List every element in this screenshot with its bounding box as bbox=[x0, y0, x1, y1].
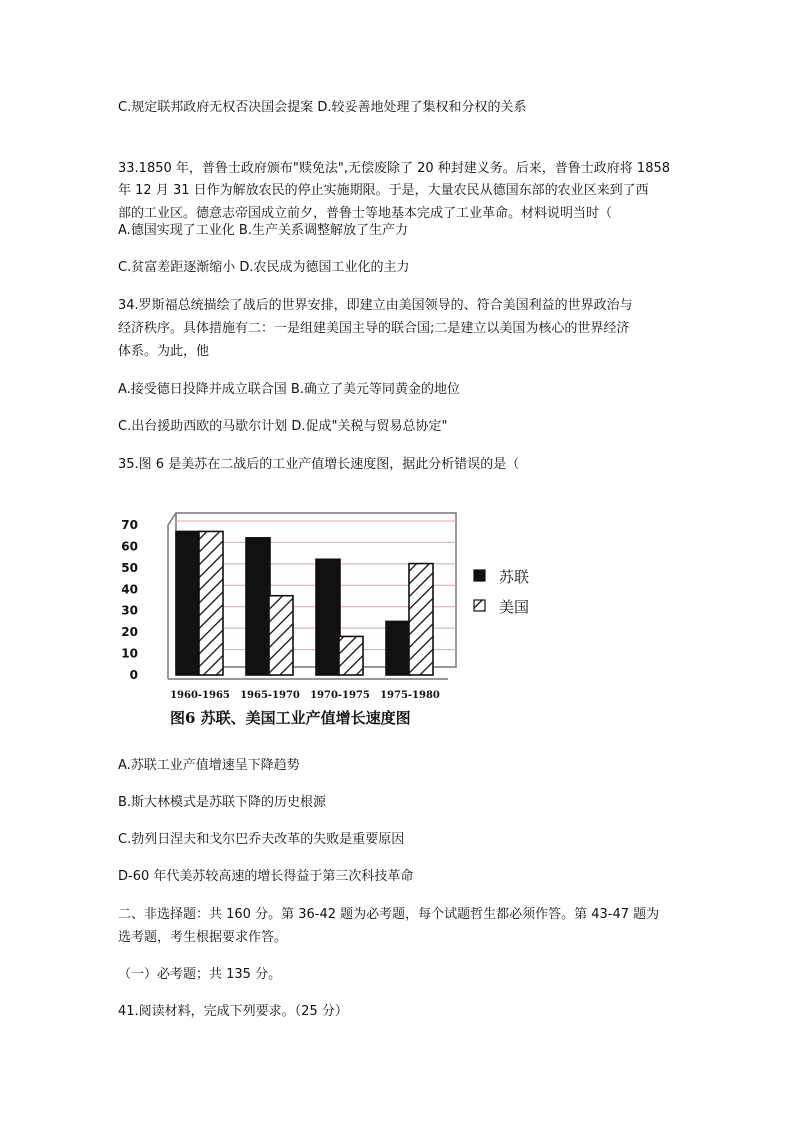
legend-swatch-usa bbox=[474, 600, 485, 611]
y-tick-label: 10 bbox=[121, 646, 138, 661]
chart-title: 图6 苏联、美国工业产值增长速度图 bbox=[170, 709, 411, 727]
y-tick-label: 20 bbox=[121, 625, 138, 640]
required-questions-header: （一）必考题；共 135 分。 bbox=[118, 967, 282, 982]
bar-ussr-1960-1965 bbox=[176, 531, 200, 675]
bar-usa-1975-1980 bbox=[409, 564, 433, 675]
q35-option-a: A.苏联工业产值增速呈下降趋势 bbox=[118, 758, 300, 773]
q41-stem: 41.阅读材料，完成下列要求。（25 分） bbox=[118, 1004, 348, 1019]
bar-usa-1970-1975 bbox=[339, 636, 363, 675]
bar-usa-1965-1970 bbox=[269, 596, 293, 675]
bar-usa-1960-1965 bbox=[199, 531, 223, 675]
x-tick-label: 1970-1975 bbox=[310, 690, 370, 701]
x-tick-label: 1965-1970 bbox=[240, 690, 300, 701]
q33-options-cd: C.贫富差距逐渐缩小 D.农民成为德国工业化的主力 bbox=[118, 260, 410, 275]
legend-label-usa: 美国 bbox=[499, 598, 530, 616]
q32-options-cd: C.规定联邦政府无权否决国会提案 D.较妥善地处理了集权和分权的关系 bbox=[118, 100, 527, 115]
x-tick-label: 1975-1980 bbox=[380, 690, 440, 701]
chart-frame-edge bbox=[168, 513, 176, 525]
y-tick-label: 40 bbox=[121, 582, 138, 597]
legend-swatch-ussr bbox=[474, 570, 485, 581]
y-tick-label: 0 bbox=[129, 668, 138, 682]
q34-options-cd: C.出台援助西欧的马歇尔计划 D.促成"关税与贸易总协定" bbox=[118, 419, 448, 434]
q34-stem-line-2: 经济秩序。具体措施有二：一是组建美国主导的联合国;二是建立以美国为核心的世界经济 bbox=[118, 321, 630, 336]
q34-stem-line-1: 34.罗斯福总统描绘了战后的世界安排，即建立由美国领导的、符合美国利益的世界政治与 bbox=[118, 298, 633, 313]
q34-stem-line-3: 体系。为此，他 bbox=[118, 344, 210, 359]
q33-stem-line-2: 年 12 月 31 日作为解放农民的停止实施期限。于是，大量农民从德国东部的农业区来到了西 bbox=[118, 183, 649, 198]
industrial-growth-chart bbox=[118, 505, 558, 745]
y-tick-label: 60 bbox=[121, 539, 138, 554]
section-2-heading-line-2: 选考题，考生根据要求作答。 bbox=[118, 930, 288, 945]
bar-ussr-1965-1970 bbox=[246, 538, 270, 675]
y-tick-label: 30 bbox=[121, 603, 138, 618]
q35-option-b: B.斯大林模式是苏联下降的历史根源 bbox=[118, 795, 327, 810]
chart-canvas bbox=[118, 505, 558, 745]
y-tick-label: 70 bbox=[121, 518, 138, 532]
q33-options-ab: A.德国实现了工业化 B.生产关系调整解放了生产力 bbox=[118, 223, 408, 238]
q33-stem-line-1: 33.1850 年，普鲁士政府颁布"赎免法",无偿废除了 20 种封建义务。后来，普鲁士政府将 1858 bbox=[118, 161, 671, 176]
legend-label-ussr: 苏联 bbox=[499, 568, 530, 586]
q35-option-d: D-60 年代美苏较高速的增长得益于第三次科技革命 bbox=[118, 869, 414, 884]
y-tick-label: 50 bbox=[121, 560, 138, 575]
q34-options-ab: A.接受德日投降并成立联合国 B.确立了美元等同黄金的地位 bbox=[118, 382, 460, 397]
bar-ussr-1975-1980 bbox=[386, 621, 410, 675]
bar-ussr-1970-1975 bbox=[316, 559, 340, 675]
x-tick-label: 1960-1965 bbox=[170, 690, 230, 701]
section-2-heading-line-1: 二、非选择题：共 160 分。第 36-42 题为必考题，每个试题哲生都必须作答。第 43-47 题为 bbox=[118, 907, 660, 922]
q35-option-c: C.勃列日涅夫和戈尔巴乔夫改革的失败是重要原因 bbox=[118, 832, 405, 847]
q35-stem: 35.图 6 是美苏在二战后的工业产值增长速度图，据此分析错误的是（ bbox=[118, 457, 520, 472]
q33-stem-line-3: 部的工业区。德意志帝国成立前夕，普鲁士等地基本完成了工业革命。材料说明当时（ bbox=[118, 206, 613, 221]
